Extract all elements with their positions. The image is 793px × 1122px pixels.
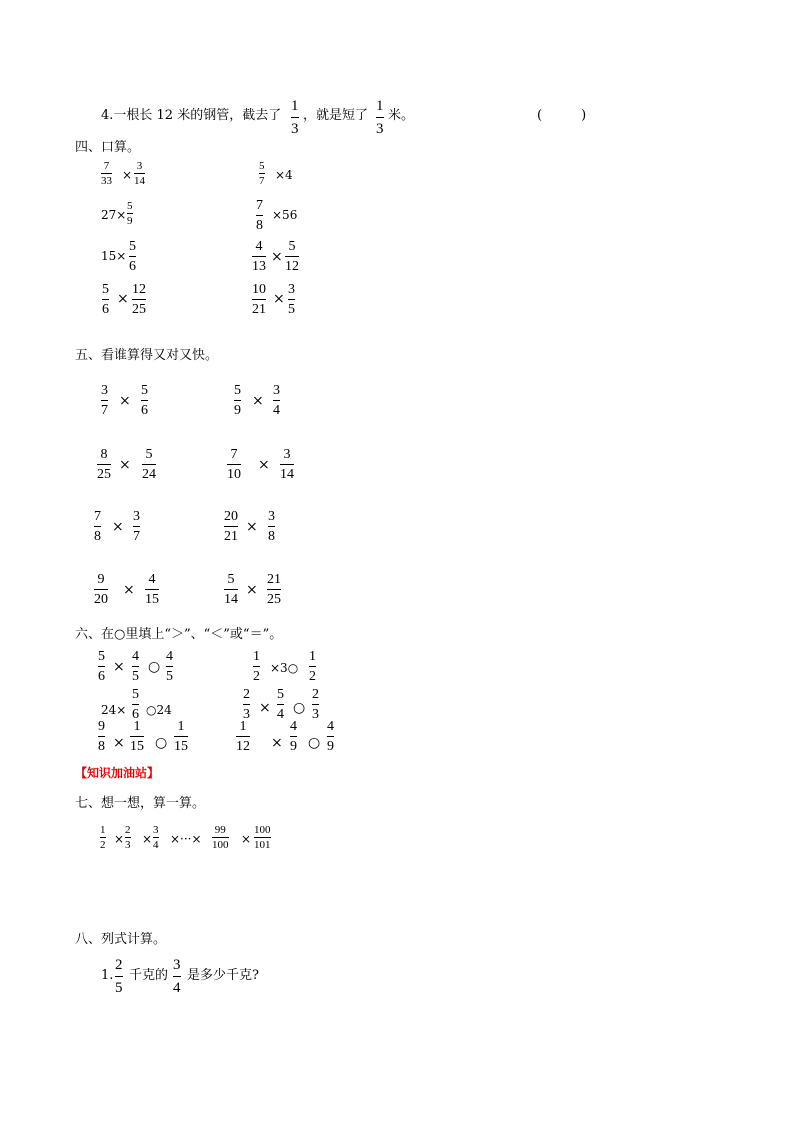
denominator: 6	[132, 707, 139, 722]
fraction-bar	[98, 736, 105, 737]
fraction-bar	[173, 976, 181, 977]
s6-r2b-frac-b	[277, 687, 284, 722]
numerator: 4	[327, 719, 334, 734]
fraction-bar	[101, 400, 108, 401]
denominator: 14	[224, 592, 238, 607]
numerator: 7	[230, 447, 238, 462]
s6-r2a-frac	[132, 687, 139, 722]
times-sign: ×	[123, 582, 135, 598]
s4-item5-frac	[129, 239, 136, 274]
fraction-bar	[125, 837, 131, 838]
fraction-bar	[133, 526, 140, 527]
times-sign: ×	[246, 582, 258, 598]
s5-item4-frac-b	[280, 447, 294, 482]
fraction-bar	[100, 837, 106, 838]
q4-fraction-2	[376, 98, 384, 137]
numerator: 4	[148, 572, 156, 587]
s4-item3-prefix: 27×	[101, 208, 127, 222]
fraction-bar	[285, 256, 299, 257]
fraction-bar	[142, 464, 156, 465]
denominator: 21	[224, 529, 238, 544]
fraction-bar	[252, 299, 266, 300]
denominator: 5	[132, 669, 139, 684]
denominator: 3	[291, 121, 299, 137]
q4-answer-paren[interactable]: ( )	[537, 108, 587, 123]
s4-item5-prefix: 15×	[101, 249, 127, 263]
fraction-bar	[166, 666, 173, 667]
fraction-bar	[98, 666, 105, 667]
numerator: 3	[273, 383, 280, 398]
denominator: 6	[141, 403, 148, 418]
numerator: 1	[177, 719, 185, 734]
numerator: 5	[127, 200, 133, 212]
numerator: 5	[288, 239, 296, 254]
times-sign: ×	[142, 832, 153, 846]
denominator: 8	[94, 529, 101, 544]
s5-item6-frac-a	[224, 509, 238, 544]
numerator: 100	[254, 824, 271, 836]
numerator: 5	[129, 239, 136, 254]
fraction-bar	[132, 666, 139, 667]
numerator: 5	[277, 687, 284, 702]
fraction-bar	[256, 215, 263, 216]
numerator: 1	[100, 824, 106, 836]
s6-r2a-prefix: 24×	[101, 703, 127, 717]
fraction-bar	[115, 976, 123, 977]
times-sign: ×	[271, 249, 283, 265]
compare-circle[interactable]: ○	[148, 659, 161, 675]
s6-r3a-frac-b	[130, 719, 144, 754]
denominator: 4	[153, 839, 159, 851]
denominator: 5	[115, 980, 123, 996]
s5-item3-frac-a	[97, 447, 111, 482]
denominator: 10	[227, 467, 241, 482]
s4-item2-frac-a	[259, 160, 265, 187]
denominator: 6	[129, 259, 136, 274]
s5-item1-frac-b	[141, 383, 148, 418]
denominator: 12	[285, 259, 299, 274]
numerator: 8	[100, 447, 108, 462]
numerator: 7	[94, 509, 101, 524]
fraction-bar	[101, 173, 112, 174]
fraction-bar	[224, 589, 238, 590]
fraction-bar	[127, 213, 133, 214]
s5-item8-frac-b	[267, 572, 281, 607]
numerator: 3	[133, 509, 140, 524]
times-sign: ×	[259, 700, 271, 716]
compare-circle[interactable]: ○	[155, 735, 168, 751]
numerator: 3	[101, 383, 108, 398]
s5-item7-frac-b	[145, 572, 159, 607]
denominator: 4	[277, 707, 284, 722]
s5-item2-frac-b	[273, 383, 280, 418]
fraction-bar	[94, 589, 108, 590]
s8-q1-frac-1	[115, 957, 123, 996]
compare-circle[interactable]: ○	[293, 700, 306, 716]
section-8-title: 八、列式计算。	[75, 932, 167, 947]
numerator: 2	[125, 824, 131, 836]
numerator: 2	[115, 957, 123, 973]
numerator: 5	[145, 447, 153, 462]
q4-text-part2: ，就是短了	[303, 108, 369, 123]
denominator: 2	[253, 669, 260, 684]
denominator: 9	[327, 739, 334, 754]
times-sign: ×	[273, 291, 285, 307]
fraction-bar	[145, 589, 159, 590]
s4-item8-frac-a	[252, 282, 266, 317]
numerator: 99	[214, 824, 226, 836]
numerator: 3	[153, 824, 159, 836]
s5-item3-frac-b	[142, 447, 156, 482]
q4-text-part1: 4.一根长 12 米的钢管，截去了	[101, 108, 282, 123]
fraction-bar	[102, 299, 109, 300]
compare-circle-24[interactable]: ○24	[146, 703, 172, 717]
numerator: 7	[256, 198, 263, 213]
denominator: 21	[252, 302, 266, 317]
s5-item6-frac-b	[268, 509, 275, 544]
denominator: 8	[256, 218, 263, 233]
fraction-bar	[273, 400, 280, 401]
denominator: 12	[236, 739, 250, 754]
denominator: 3	[312, 707, 319, 722]
times-sign: ×	[119, 457, 131, 473]
section-5-title: 五、看谁算得又对又快。	[75, 348, 219, 363]
denominator: 7	[259, 175, 265, 187]
denominator: 100	[212, 839, 229, 851]
fraction-bar	[130, 736, 144, 737]
s8-q1-text-post: 是多少千克?	[187, 968, 259, 983]
denominator: 15	[174, 739, 188, 754]
fraction-bar	[174, 736, 188, 737]
s6-r1b-frac-a	[253, 649, 260, 684]
times-sign: ×	[112, 519, 124, 535]
fraction-bar	[224, 526, 238, 527]
numerator: 12	[132, 282, 146, 297]
fraction-bar	[280, 464, 294, 465]
fraction-bar	[288, 299, 295, 300]
denominator: 6	[102, 302, 109, 317]
s6-r3a-frac-c	[174, 719, 188, 754]
fraction-bar	[227, 464, 241, 465]
denominator: 20	[94, 592, 108, 607]
numerator: 1	[239, 719, 247, 734]
times-ellipsis: ×···×	[170, 832, 202, 846]
s7-frac-1	[100, 824, 106, 851]
fraction-bar	[259, 173, 265, 174]
denominator: 9	[127, 215, 133, 227]
denominator: 6	[98, 669, 105, 684]
denominator: 8	[98, 739, 105, 754]
denominator: 101	[254, 839, 271, 851]
denominator: 25	[267, 592, 281, 607]
denominator: 24	[142, 467, 156, 482]
numerator: 20	[224, 509, 238, 524]
numerator: 1	[133, 719, 141, 734]
s5-item5-frac-b	[133, 509, 140, 544]
denominator: 8	[268, 529, 275, 544]
times-sign: ×	[258, 457, 270, 473]
times-four: ×4	[275, 168, 293, 182]
q4-text-part3: 米。	[388, 108, 415, 123]
fraction-bar	[291, 117, 299, 118]
s5-item4-frac-a	[227, 447, 241, 482]
s7-frac-3	[153, 824, 159, 851]
denominator: 4	[273, 403, 280, 418]
numerator: 21	[267, 572, 281, 587]
times-three-compare[interactable]: ×3○	[270, 661, 299, 675]
fraction-bar	[236, 736, 250, 737]
numerator: 1	[376, 98, 384, 114]
fraction-bar	[290, 736, 297, 737]
knowledge-station-heading: 【知识加油站】	[75, 766, 160, 780]
denominator: 15	[145, 592, 159, 607]
fraction-bar	[129, 256, 136, 257]
denominator: 14	[280, 467, 294, 482]
numerator: 3	[136, 160, 143, 172]
s4-item1-frac-a	[101, 160, 112, 187]
s5-item1-frac-a	[101, 383, 108, 418]
numerator: 5	[259, 160, 265, 172]
times-sign: ×	[119, 393, 131, 409]
times-sign: ×	[252, 393, 264, 409]
numerator: 5	[102, 282, 109, 297]
s4-item4-frac	[256, 198, 263, 233]
denominator: 7	[133, 529, 140, 544]
section-6-title: 六、在○里填上“＞”、“＜”或“＝”。	[75, 627, 283, 642]
times-sign: ×	[114, 832, 125, 846]
numerator: 4	[166, 649, 173, 664]
s6-r2b-frac-a	[243, 687, 250, 722]
fraction-bar	[312, 704, 319, 705]
s4-item8-frac-b	[288, 282, 295, 317]
numerator: 10	[252, 282, 266, 297]
denominator: 3	[125, 839, 131, 851]
fraction-bar	[268, 526, 275, 527]
s6-r1a-frac-a	[98, 649, 105, 684]
compare-circle[interactable]: ○	[308, 735, 321, 751]
denominator: 9	[234, 403, 241, 418]
denominator: 25	[97, 467, 111, 482]
fraction-bar	[132, 299, 146, 300]
s5-item5-frac-a	[94, 509, 101, 544]
fraction-bar	[309, 666, 316, 667]
denominator: 3	[376, 121, 384, 137]
fraction-bar	[153, 837, 159, 838]
numerator: 5	[98, 649, 105, 664]
s7-frac-4	[212, 824, 229, 851]
fraction-bar	[252, 256, 266, 257]
section-7-title: 七、想一想，算一算。	[75, 796, 206, 811]
fraction-bar	[327, 736, 334, 737]
numerator: 5	[227, 572, 235, 587]
fraction-bar	[97, 464, 111, 465]
s6-r1b-frac-c	[309, 649, 316, 684]
s4-item7-frac-a	[102, 282, 109, 317]
s7-frac-5	[254, 824, 271, 851]
denominator: 4	[173, 980, 181, 996]
denominator: 5	[288, 302, 295, 317]
denominator: 14	[134, 175, 145, 187]
times-sign: ×	[117, 291, 129, 307]
denominator: 33	[101, 175, 112, 187]
q4-fraction-1	[291, 98, 299, 137]
s4-item6-frac-a	[252, 239, 266, 274]
numerator: 5	[132, 687, 139, 702]
numerator: 7	[103, 160, 110, 172]
s4-item6-frac-b	[285, 239, 299, 274]
numerator: 1	[253, 649, 260, 664]
s6-r2b-frac-c	[312, 687, 319, 722]
numerator: 4	[290, 719, 297, 734]
numerator: 3	[288, 282, 295, 297]
denominator: 13	[252, 259, 266, 274]
times-sign: ×	[122, 168, 133, 182]
fraction-bar	[94, 526, 101, 527]
fraction-bar	[212, 837, 229, 838]
s4-item1-frac-b	[134, 160, 145, 187]
numerator: 5	[234, 383, 241, 398]
numerator: 4	[255, 239, 263, 254]
fraction-bar	[253, 666, 260, 667]
s6-r1a-frac-b	[132, 649, 139, 684]
s4-item7-frac-b	[132, 282, 146, 317]
numerator: 3	[173, 957, 181, 973]
fraction-bar	[243, 704, 250, 705]
numerator: 4	[132, 649, 139, 664]
numerator: 9	[98, 719, 105, 734]
numerator: 9	[97, 572, 105, 587]
times-sign: ×	[271, 735, 283, 751]
times-sign: ×	[113, 659, 125, 675]
denominator: 3	[243, 707, 250, 722]
denominator: 7	[101, 403, 108, 418]
s6-r3b-frac-a	[236, 719, 250, 754]
numerator: 1	[291, 98, 299, 114]
s5-item2-frac-a	[234, 383, 241, 418]
numerator: 3	[268, 509, 275, 524]
s6-r3a-frac-a	[98, 719, 105, 754]
s8-q1-number: 1.	[101, 968, 114, 983]
fraction-bar	[234, 400, 241, 401]
s6-r3b-frac-c	[327, 719, 334, 754]
s5-item7-frac-a	[94, 572, 108, 607]
fraction-bar	[277, 704, 284, 705]
fraction-bar	[134, 173, 145, 174]
s7-frac-2	[125, 824, 131, 851]
numerator: 2	[312, 687, 319, 702]
times-sign: ×	[241, 832, 252, 846]
numerator: 1	[309, 649, 316, 664]
s6-r1a-frac-c	[166, 649, 173, 684]
s5-item8-frac-a	[224, 572, 238, 607]
fraction-bar	[141, 400, 148, 401]
denominator: 2	[309, 669, 316, 684]
denominator: 15	[130, 739, 144, 754]
denominator: 2	[100, 839, 106, 851]
numerator: 2	[243, 687, 250, 702]
section-4-title: 四、口算。	[75, 140, 141, 155]
s6-r3b-frac-b	[290, 719, 297, 754]
numerator: 3	[283, 447, 291, 462]
fraction-bar	[132, 704, 139, 705]
fraction-bar	[376, 117, 384, 118]
denominator: 25	[132, 302, 146, 317]
s8-q1-frac-2	[173, 957, 181, 996]
s8-q1-text-mid: 千克的	[129, 968, 169, 983]
fraction-bar	[254, 837, 271, 838]
times-sign: ×	[246, 519, 258, 535]
times-sign: ×	[113, 735, 125, 751]
s4-item3-frac	[127, 200, 133, 227]
numerator: 5	[141, 383, 148, 398]
denominator: 5	[166, 669, 173, 684]
fraction-bar	[267, 589, 281, 590]
times-56: ×56	[272, 208, 298, 222]
denominator: 9	[290, 739, 297, 754]
